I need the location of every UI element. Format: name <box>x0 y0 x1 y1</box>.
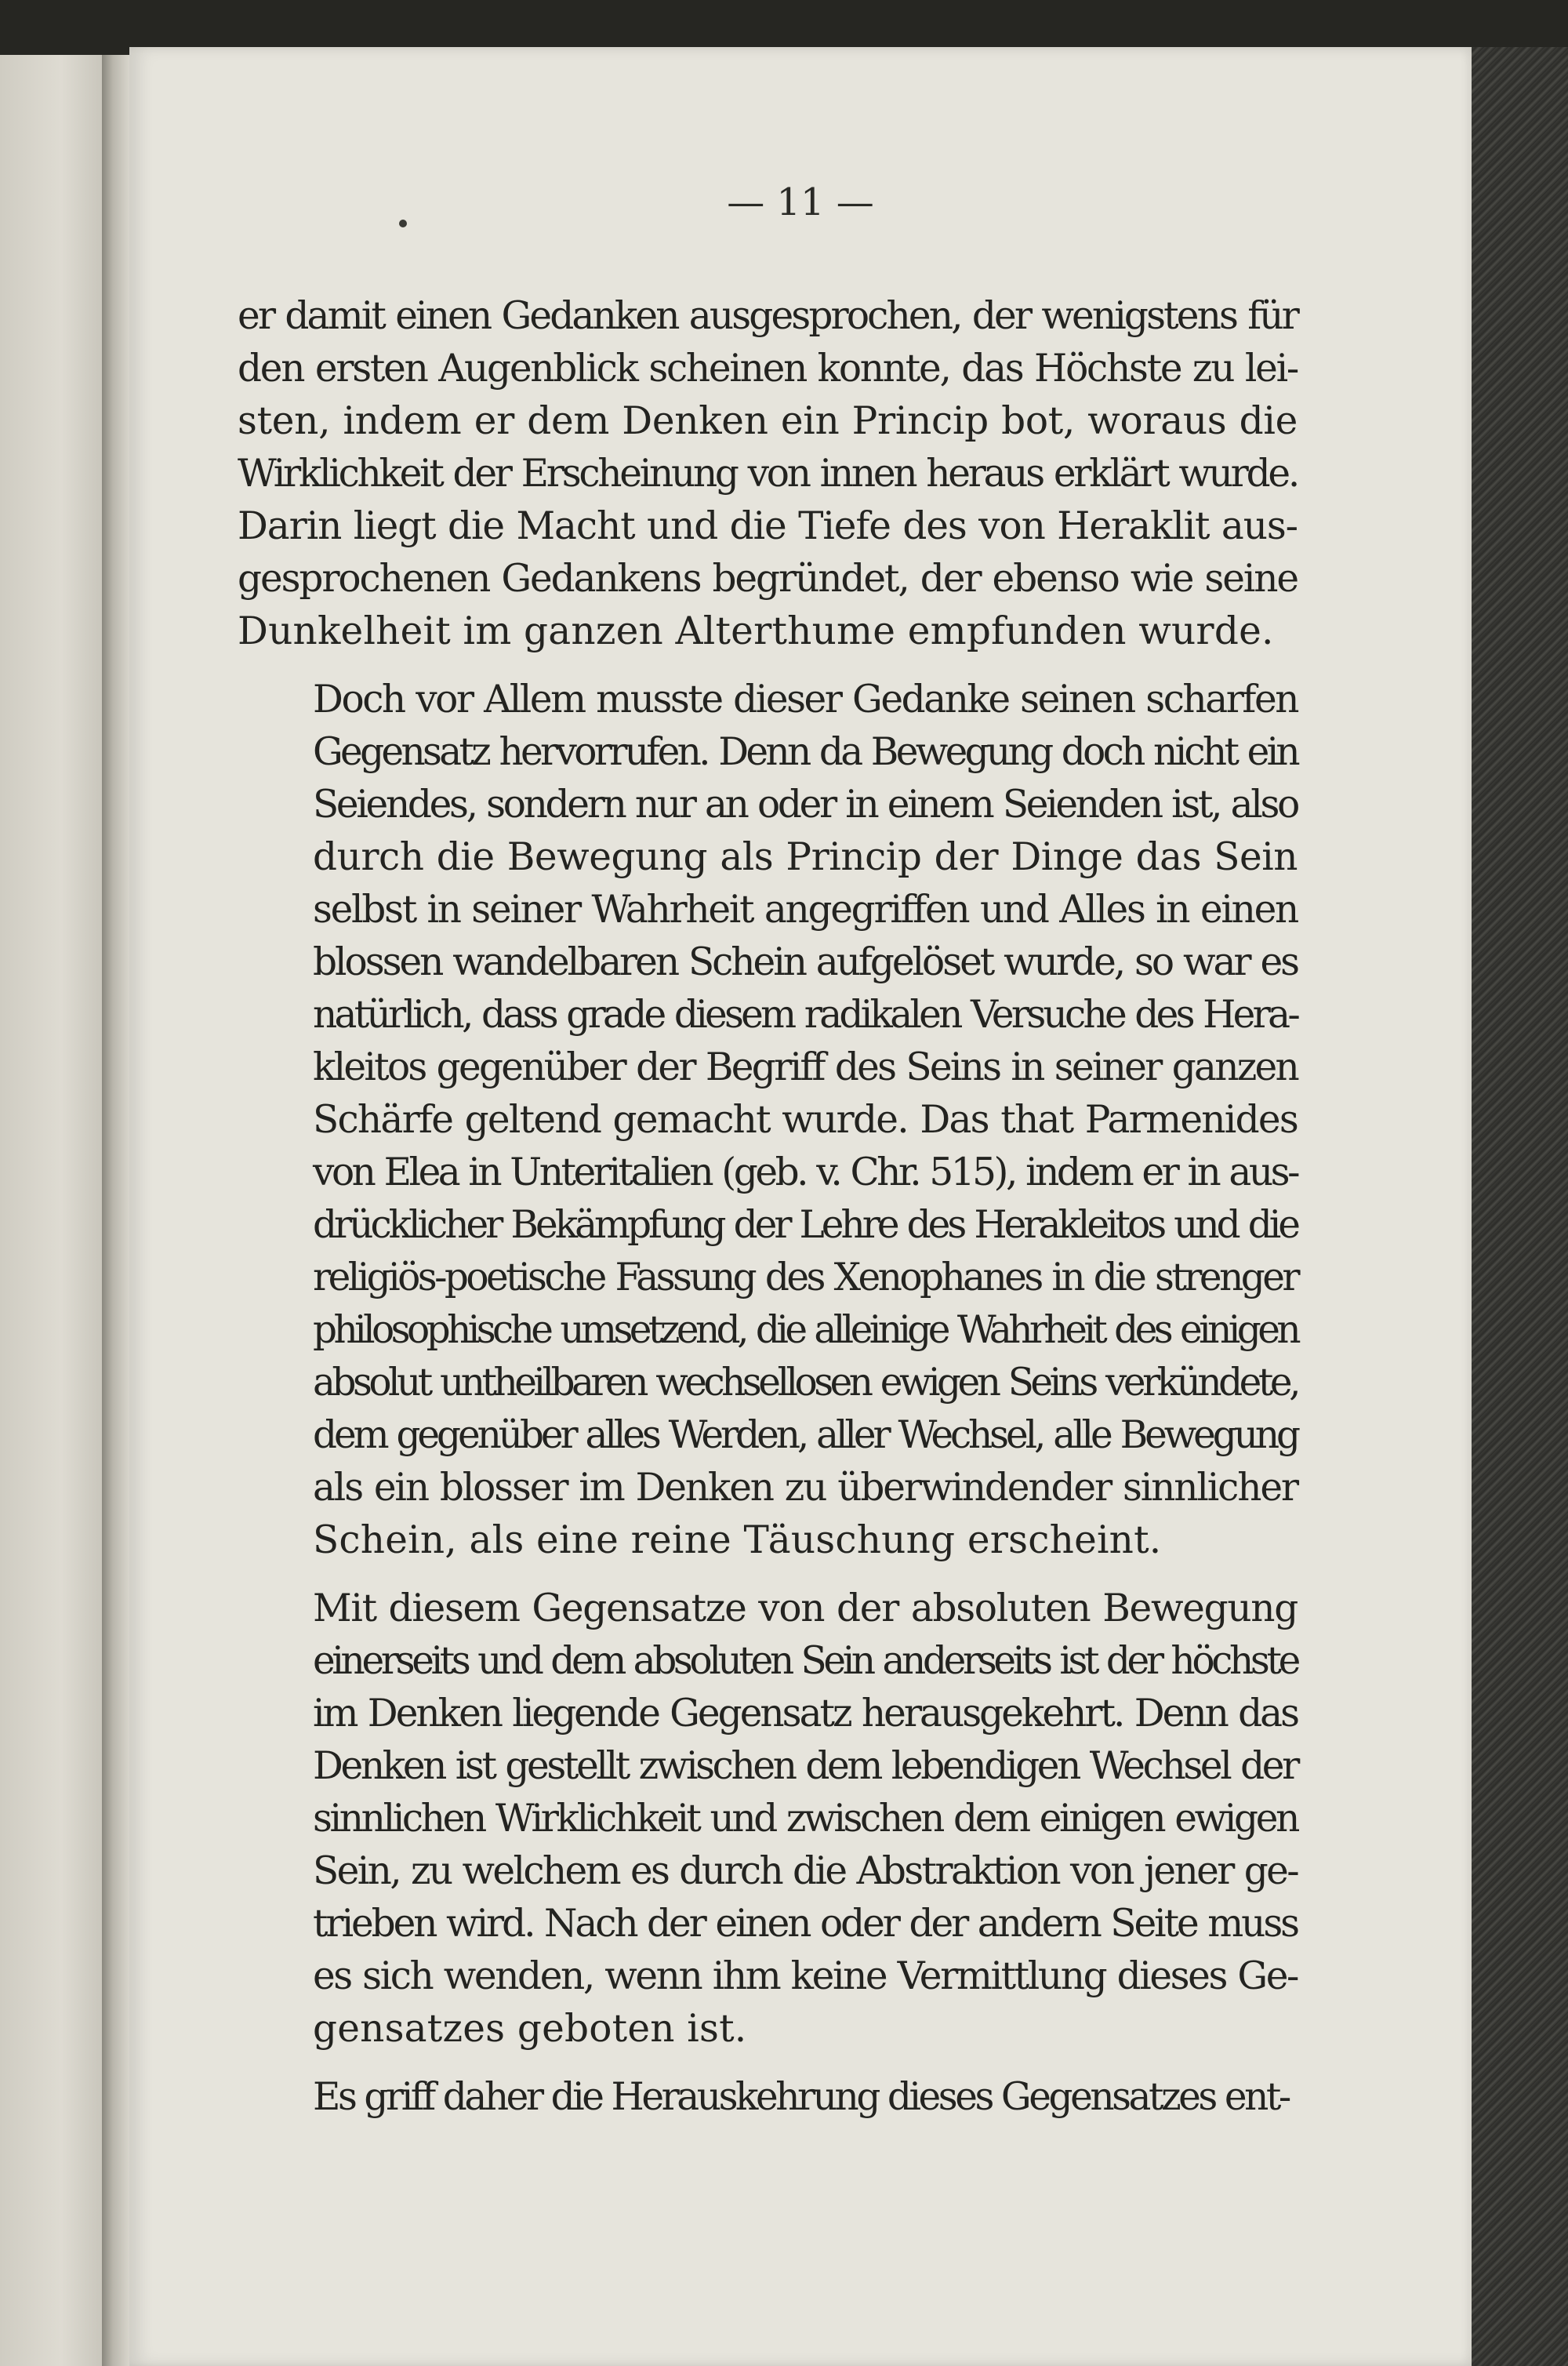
paragraph-2 <box>238 674 1298 1567</box>
book-page <box>129 47 1472 2366</box>
text-line: trieben wird. Nach der einen oder der andern Seite muss <box>313 1902 1298 1946</box>
text-line: Schein, als eine reine Täuschung erscheint. <box>313 1518 1162 1562</box>
text-line: Mit diesem Gegensatze von der absoluten Bewegung <box>313 1586 1298 1630</box>
text-line: sinnlichen Wirklichkeit und zwischen dem einigen ewigen <box>313 1797 1298 1841</box>
text-line: drücklicher Bekämpfung der Lehre des Herakleitos und die <box>313 1203 1298 1247</box>
text-line: im Denken liegende Gegensatz herausgekehrt. Denn das <box>313 1692 1298 1735</box>
text-line: Gegensatz hervorrufen. Denn da Bewegung doch nicht ein <box>313 730 1298 774</box>
text-line: Wirklichkeit der Erscheinung von innen heraus erklärt wurde. <box>238 452 1298 496</box>
text-line: natürlich, dass grade diesem radikalen Versuche des Hera- <box>313 993 1298 1037</box>
paragraph-3 <box>238 1583 1298 2055</box>
text-line: absolut untheilbaren wechsellosen ewigen Seins verkündete, <box>313 1361 1298 1405</box>
text-line: als ein blosser im Denken zu überwindender sinnlicher <box>313 1466 1298 1510</box>
text-line: Seiendes, sondern nur an oder in einem Seienden ist, also <box>313 783 1298 827</box>
text-line: einerseits und dem absoluten Sein anderseits ist der höchste <box>313 1639 1298 1683</box>
page-number: — 11 — <box>727 180 874 224</box>
text-line: Sein, zu welchem es durch die Abstraktion von jener ge- <box>313 1849 1298 1893</box>
text-line: sten, indem er dem Denken ein Princip bot, woraus die <box>238 399 1298 443</box>
paragraph-4 <box>238 2071 1298 2124</box>
facing-page-edge <box>0 55 102 2366</box>
body-text <box>238 290 1298 2139</box>
text-line: Es griff daher die Herauskehrung dieses Gegensatzes ent- <box>313 2075 1289 2119</box>
text-line: gesprochenen Gedankens begründet, der ebenso wie seine <box>238 557 1298 601</box>
text-line: kleitos gegenüber der Begriff des Seins in seiner ganzen <box>313 1045 1298 1089</box>
paragraph-1 <box>238 290 1298 658</box>
text-line: es sich wenden, wenn ihm keine Vermittlung dieses Ge- <box>313 1954 1298 1998</box>
text-line: Denken ist gestellt zwischen dem lebendigen Wechsel der <box>313 1744 1298 1788</box>
book-gutter <box>102 55 129 2366</box>
text-line: gensatzes geboten ist. <box>313 2007 747 2051</box>
text-line: er damit einen Gedanken ausgesprochen, der wenigstens für <box>238 294 1298 338</box>
text-line: Doch vor Allem musste dieser Gedanke seinen scharfen <box>313 678 1298 721</box>
text-line: religiös-poetische Fassung des Xenophanes in die strenger <box>313 1256 1298 1299</box>
text-line: den ersten Augenblick scheinen konnte, das Höchste zu lei- <box>238 347 1298 391</box>
text-line: philosophische umsetzend, die alleinige Wahrheit des einigen <box>313 1308 1298 1352</box>
text-line: durch die Bewegung als Princip der Dinge das Sein <box>313 835 1298 879</box>
text-line: Dunkelheit im ganzen Alterthume empfunden wurde. <box>238 609 1274 653</box>
text-line: von Elea in Unteritalien (geb. v. Chr. 515), indem er in aus- <box>313 1150 1298 1194</box>
book-binding <box>1460 47 1568 2366</box>
text-line: Darin liegt die Macht und die Tiefe des von Heraklit aus- <box>238 504 1298 548</box>
text-line: Schärfe geltend gemacht wurde. Das that Parmenides <box>313 1098 1298 1142</box>
text-line: dem gegenüber alles Werden, aller Wechsel, alle Bewegung <box>313 1413 1298 1457</box>
text-line: selbst in seiner Wahrheit angegriffen und Alles in einen <box>313 888 1298 932</box>
text-line: blossen wandelbaren Schein aufgelöset wurde, so war es <box>313 940 1298 984</box>
